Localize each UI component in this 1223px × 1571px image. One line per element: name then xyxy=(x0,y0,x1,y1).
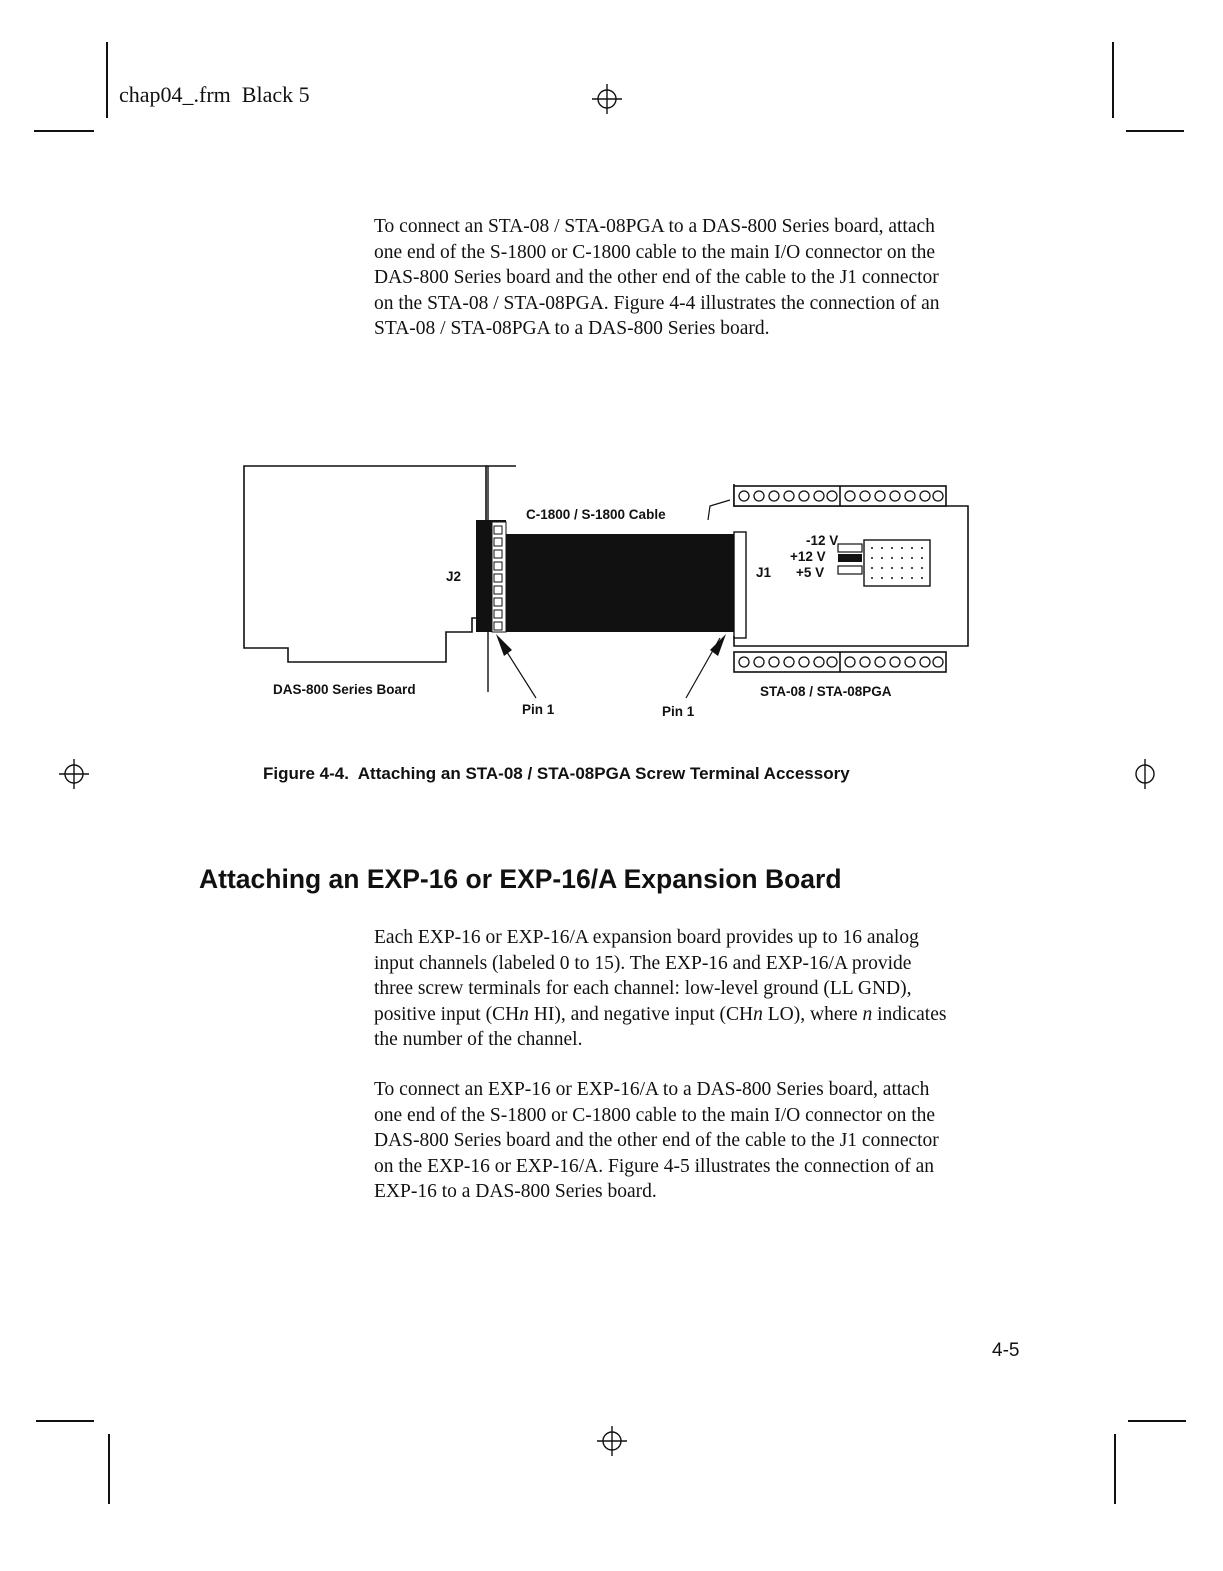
cable-label: C-1800 / S-1800 Cable xyxy=(526,507,666,522)
figure-4-4-diagram xyxy=(240,460,980,720)
paragraph-line: three screw terminals for each channel: low-level ground (LL GND), xyxy=(374,978,912,1000)
section-paragraph-1 xyxy=(374,925,946,1053)
variable-n: n xyxy=(862,1003,873,1025)
intro-line: To connect an STA-08 / STA-08PGA to a DAS-800 Series board, attach xyxy=(374,216,935,237)
paragraph-line xyxy=(374,1002,946,1028)
crop-mark-bottom-right-vertical xyxy=(1114,1434,1116,1504)
paragraph-line: the number of the channel. xyxy=(374,1029,583,1051)
variable-n: n xyxy=(753,1003,763,1025)
pin1-right-label: Pin 1 xyxy=(662,704,695,719)
cable-leader xyxy=(708,500,730,520)
registration-mark-left-icon xyxy=(57,757,91,791)
registration-mark-top-icon xyxy=(590,82,624,116)
figure-caption: Figure 4-4. Attaching an STA-08 / STA-08PGA Screw Terminal Accessory xyxy=(263,764,850,783)
j1-label: J1 xyxy=(756,565,772,580)
intro-line: STA-08 / STA-08PGA to a DAS-800 Series board. xyxy=(374,318,770,340)
pin1-left-arrowhead xyxy=(496,634,512,656)
crop-mark-top-left-vertical xyxy=(106,42,108,118)
crop-mark-bottom-left-horizontal xyxy=(36,1420,94,1422)
pin1-right-arrowhead xyxy=(710,634,726,656)
section-paragraph-2 xyxy=(374,1077,939,1205)
line-segment: LO), where xyxy=(762,1003,863,1025)
crop-mark-top-right-vertical xyxy=(1112,42,1114,118)
das800-board-label: DAS-800 Series Board xyxy=(273,682,416,697)
registration-mark-bottom-icon xyxy=(595,1424,629,1458)
intro-paragraph xyxy=(374,214,940,342)
pin1-left-label: Pin 1 xyxy=(522,702,555,717)
line-segment: positive input (CH xyxy=(374,1003,520,1025)
intro-line: on the STA-08 / STA-08PGA. Figure 4-4 illustrates the connection of an xyxy=(374,292,940,314)
paragraph-line: one end of the S-1800 or C-1800 cable to the main I/O connector on the xyxy=(374,1104,936,1126)
intro-line: DAS-800 Series board and the other end of the cable to the J1 connector xyxy=(374,267,939,289)
variable-n: n xyxy=(519,1003,529,1025)
paragraph-line: on the EXP-16 or EXP-16/A. Figure 4-5 illustrates the connection of an xyxy=(374,1155,934,1177)
registration-mark-right-icon xyxy=(1128,757,1162,791)
paragraph-line: Each EXP-16 or EXP-16/A expansion board provides up to 16 analog xyxy=(374,927,919,948)
das800-board-outline xyxy=(244,466,486,662)
sta08-label: STA-08 / STA-08PGA xyxy=(760,684,892,699)
breadboard-area xyxy=(864,540,930,586)
plus5v-label: +5 V xyxy=(796,565,825,580)
j2-label: J2 xyxy=(446,569,462,584)
crop-mark-top-right-horizontal xyxy=(1126,130,1184,132)
jumper-plus12v xyxy=(838,554,862,562)
line-segment: indicates xyxy=(872,1003,947,1025)
plus12v-label: +12 V xyxy=(790,549,826,564)
crop-mark-bottom-left-vertical xyxy=(108,1434,110,1504)
crop-mark-bottom-right-horizontal xyxy=(1128,1420,1186,1422)
file-slug-label: chap04_.frm Black 5 xyxy=(119,82,310,107)
jumper-minus12v xyxy=(838,544,862,552)
paragraph-line: DAS-800 Series board and the other end of the cable to the J1 connector xyxy=(374,1130,939,1152)
section-heading: Attaching an EXP-16 or EXP-16/A Expansion Board xyxy=(199,864,842,894)
minus12v-label: -12 V xyxy=(806,533,839,548)
paragraph-line: EXP-16 to a DAS-800 Series board. xyxy=(374,1181,657,1203)
intro-line: one end of the S-1800 or C-1800 cable to the main I/O connector on the xyxy=(374,241,936,263)
j1-connector xyxy=(734,532,746,638)
jumper-plus5v xyxy=(838,566,862,574)
page-number: 4-5 xyxy=(992,1340,1020,1361)
ribbon-cable xyxy=(506,534,734,632)
line-segment: HI), and negative input (CH xyxy=(528,1003,754,1025)
paragraph-line: input channels (labeled 0 to 15). The EXP-16 and EXP-16/A provide xyxy=(374,952,912,974)
paragraph-line: To connect an EXP-16 or EXP-16/A to a DAS-800 Series board, attach xyxy=(374,1079,930,1100)
crop-mark-top-left-horizontal xyxy=(34,130,94,132)
